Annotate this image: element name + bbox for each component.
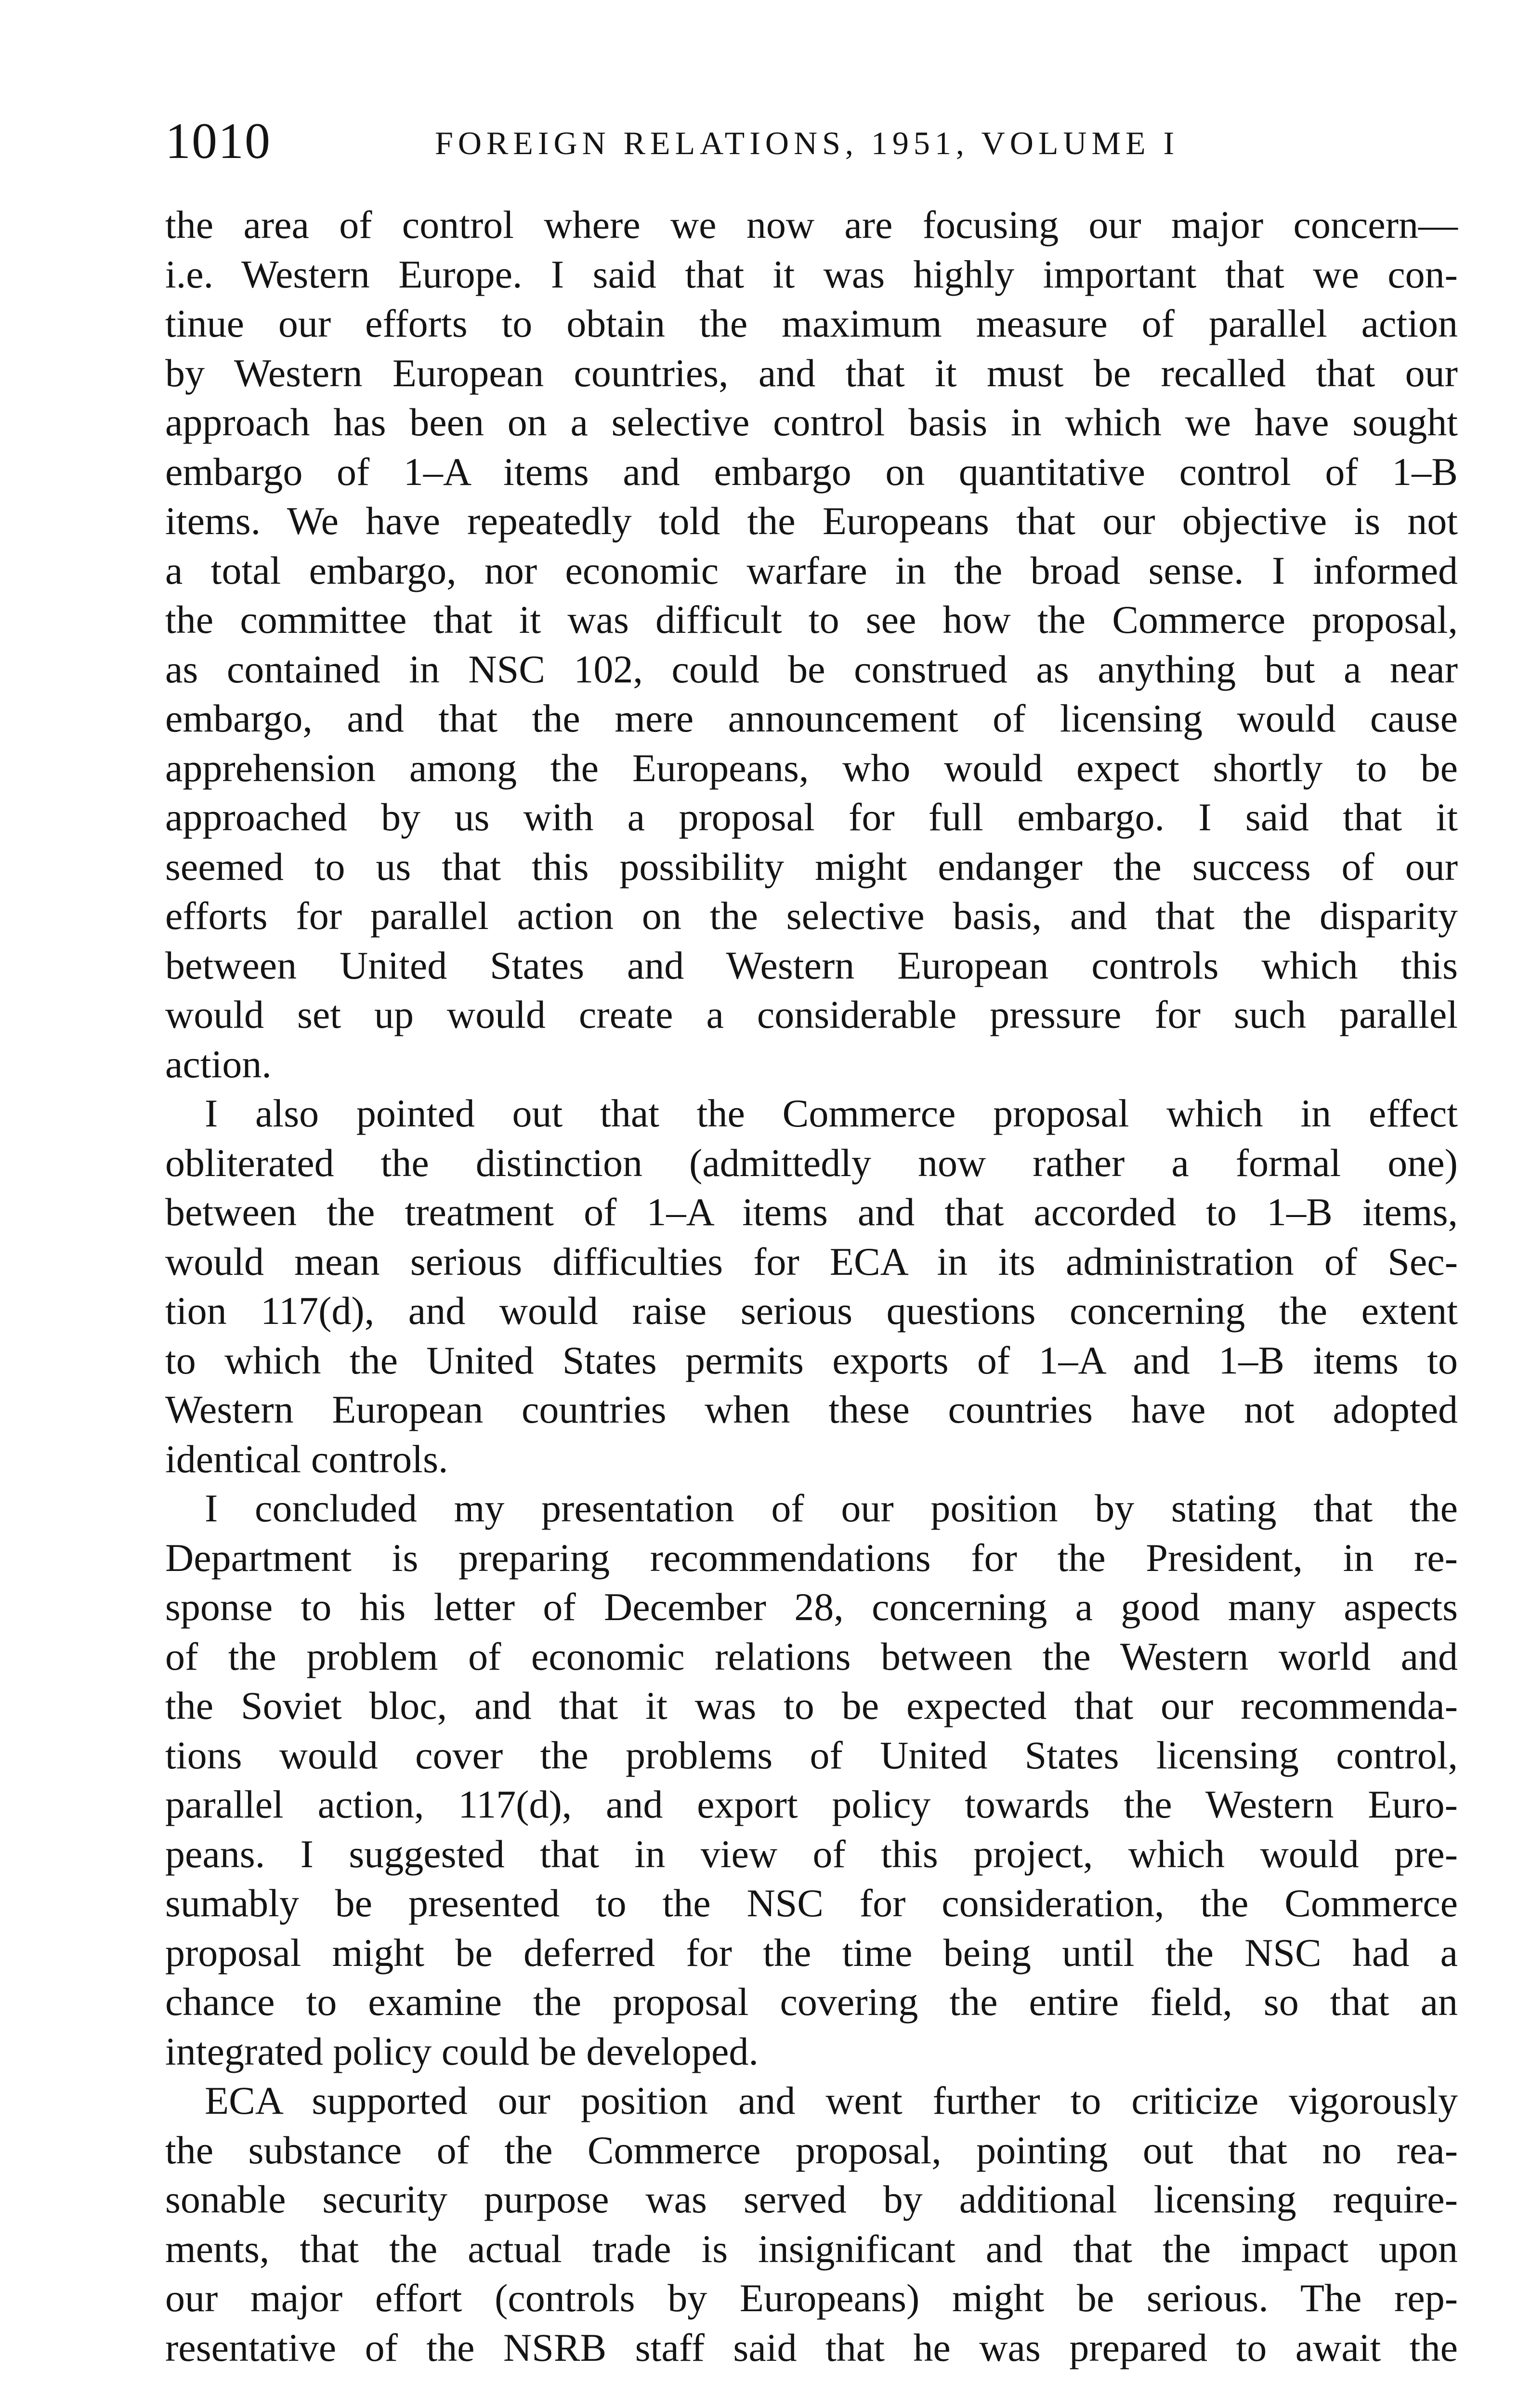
- text-line: the area of control where we now are focusing our major concern—: [165, 203, 1458, 247]
- text-line: embargo of 1–A items and embargo on quantitative control of 1–B: [165, 449, 1458, 494]
- running-head-title: FOREIGN RELATIONS, 1951, VOLUME I: [435, 125, 1179, 161]
- text-line: tions would cover the problems of United States licensing control,: [165, 1733, 1458, 1777]
- text-line: would set up would create a considerable pressure for such parallel: [165, 993, 1458, 1036]
- text-line: of the problem of economic relations between the Western world and: [165, 1634, 1458, 1678]
- text-line: integrated policy could be developed.: [165, 2029, 759, 2073]
- text-line: tion 117(d), and would raise serious questions concerning the extent: [165, 1289, 1458, 1333]
- text-line: to which the United States permits exports of 1–A and 1–B items to: [165, 1338, 1458, 1382]
- text-line: sponse to his letter of December 28, concerning a good many aspects: [165, 1585, 1458, 1629]
- text-line: between the treatment of 1–A items and that accorded to 1–B items,: [165, 1190, 1458, 1234]
- text-line: seemed to us that this possibility might endanger the success of our: [165, 844, 1458, 889]
- text-line: apprehension among the Europeans, who would expect shortly to be: [165, 746, 1458, 790]
- text-line: action.: [165, 1042, 272, 1086]
- text-line: i.e. Western Europe. I said that it was highly important that we con-: [165, 252, 1458, 296]
- text-line: parallel action, 117(d), and export policy towards the Western Euro-: [165, 1782, 1458, 1826]
- body-text: [165, 200, 1458, 2372]
- text-line: sumably be presented to the NSC for consideration, the Commerce: [165, 1881, 1458, 1925]
- text-line: ECA supported our position and went further to criticize vigorously: [205, 2079, 1458, 2122]
- text-line: peans. I suggested that in view of this project, which would pre-: [165, 1832, 1458, 1876]
- text-line: ments, that the actual trade is insignificant and that the impact upon: [165, 2226, 1458, 2271]
- text-line: between United States and Western European controls which this: [165, 943, 1458, 987]
- text-line: proposal might be deferred for the time being until the NSC had a: [165, 1930, 1458, 1975]
- text-line: tinue our efforts to obtain the maximum measure of parallel action: [165, 301, 1458, 345]
- text-line: our major effort (controls by Europeans) might be serious. The rep-: [165, 2276, 1458, 2320]
- text-line: efforts for parallel action on the selective basis, and that the disparity: [165, 894, 1458, 938]
- text-line: identical controls.: [165, 1437, 448, 1481]
- text-line: Department is preparing recommendations for the President, in re-: [165, 1535, 1458, 1580]
- paragraph-continuation: [165, 200, 1458, 1089]
- text-line: by Western European countries, and that it must be recalled that our: [165, 351, 1458, 395]
- text-line: as contained in NSC 102, could be construed as anything but a near: [165, 647, 1458, 691]
- text-line: approach has been on a selective control basis in which we have sought: [165, 400, 1458, 444]
- page-number: 1010: [165, 113, 271, 169]
- text-line: I concluded my presentation of our position by stating that the: [205, 1486, 1458, 1530]
- text-line: approached by us with a proposal for full embargo. I said that it: [165, 795, 1458, 839]
- text-line: Western European countries when these countries have not adopted: [165, 1387, 1458, 1431]
- text-line: chance to examine the proposal covering the entire field, so that an: [165, 1980, 1458, 2024]
- paragraph-eca-position: [165, 2076, 1458, 2372]
- text-line: sonable security purpose was served by additional licensing require-: [165, 2177, 1458, 2221]
- text-line: resentative of the NSRB staff said that he was prepared to await the: [165, 2325, 1458, 2369]
- text-line: items. We have repeatedly told the Europeans that our objective is not: [165, 499, 1458, 543]
- paragraph-presentation: [165, 1484, 1458, 2076]
- text-line: the committee that it was difficult to see how the Commerce proposal,: [165, 598, 1458, 641]
- text-line: I also pointed out that the Commerce proposal which in effect: [205, 1091, 1458, 1135]
- running-head: [165, 110, 1458, 172]
- text-line: the Soviet bloc, and that it was to be expected that our recommenda-: [165, 1684, 1458, 1727]
- paragraph-commerce-proposal: [165, 1089, 1458, 1484]
- text-line: obliterated the distinction (admittedly now rather a formal one): [165, 1140, 1458, 1185]
- text-line: embargo, and that the mere announcement of licensing would cause: [165, 696, 1458, 740]
- text-line: the substance of the Commerce proposal, pointing out that no rea-: [165, 2128, 1458, 2172]
- text-line: a total embargo, nor economic warfare in the broad sense. I informed: [165, 548, 1458, 592]
- text-line: would mean serious difficulties for ECA in its administration of Sec-: [165, 1239, 1458, 1283]
